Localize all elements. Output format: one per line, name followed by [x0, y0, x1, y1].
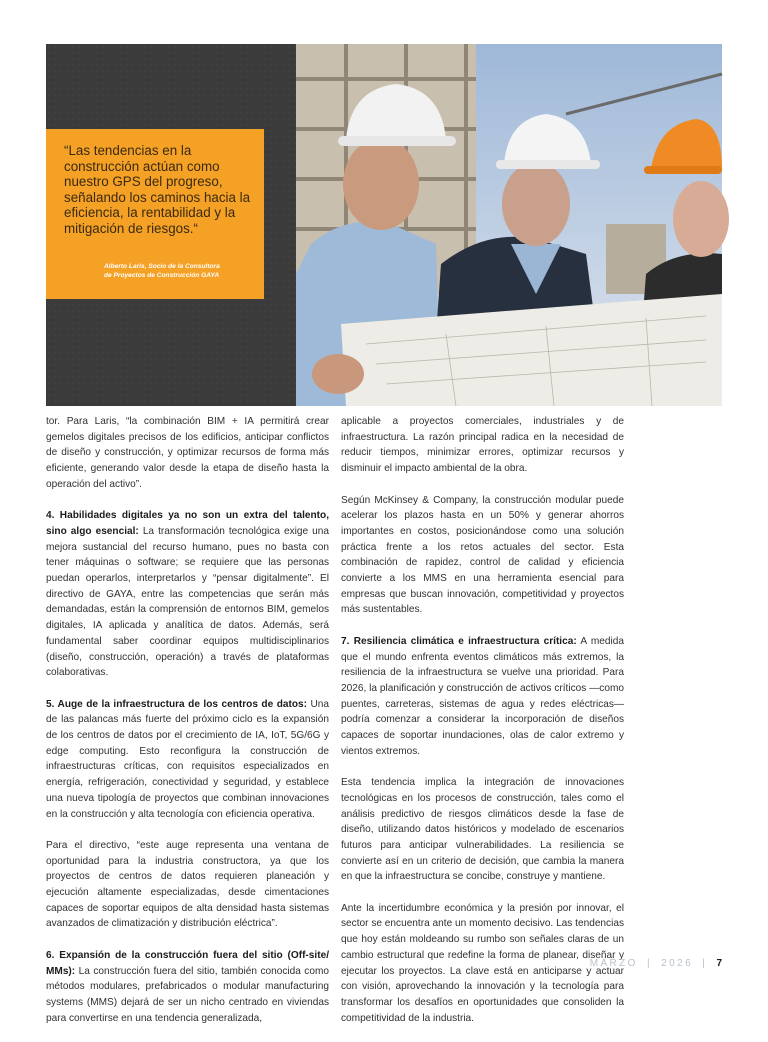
- footer-month: MARZO: [589, 958, 638, 969]
- section-heading: 5. Auge de la infraestructura de los centros de datos:: [46, 698, 307, 710]
- article-column-left: [46, 414, 329, 1042]
- hero-image: [46, 44, 722, 406]
- section-heading: 4. Habilidades digitales ya no son un extra del talento, sino algo esencial:: [46, 510, 329, 537]
- paragraph: Ante la incertidumbre económica y la presión por innovar, el sector se encuentra ante un momento decisivo. Las tendencias que hoy están moldeando su rumbo son señales claras de un cambio estructural que redefine la forma de planear, diseñar y ejecutar los proyectos. La clave está en anticiparse y actuar con visión, aprovechando la innovación y la tecnología para transformar los desafíos en oportunidades que consoliden la competitividad de la industria.: [341, 902, 624, 1024]
- pull-quote-author: [104, 262, 254, 280]
- footer-year: 2026: [661, 958, 694, 969]
- section-body: A medida que el mundo enfrenta eventos climáticos más extremos, la resiliencia de la infraestructura se vuelve una prioridad. Para 2026, la planificación y construcción de activos críticos —como puentes, carreteras, sistemas de agua y redes eléctricas— podría comenzar a considerar la incorporación de diseños capaces de soportar inundaciones, olas de calor extremo y vientos extremos.: [341, 635, 624, 757]
- page-number: 7: [716, 958, 722, 969]
- footer-separator: |: [702, 958, 708, 969]
- section-4: [46, 508, 329, 681]
- section-heading: 6. Expansión de la construcción fuera del sitio (Off-site/ MMs):: [46, 949, 329, 977]
- section-heading: 7. Resiliencia climática e infraestructura crítica:: [341, 635, 577, 647]
- section-body: Una de las palancas más fuerte del próximo ciclo es la expansión de los centros de datos por el crecimiento de IA, IoT, 5G/6G y edge computing. Esto reconfigura la construcción de infraestructuras críticas, con requisitos especializados en energía, refrigeración, conectividad y seguridad, y establece una nueva tipología de proyectos que combinan innovaciones en la construcción y alta tecnología con eficiencia operativa.: [46, 698, 329, 820]
- article-column-right: [341, 414, 624, 1042]
- paragraph: Para el directivo, “este auge representa una ventana de oportunidad para la industria constructora, ya que los proyectos de centros de datos requieren planeación y ejecución altamente especializadas, desde cimentaciones capaces de soportar equipos de alta densidad hasta sistemas avanzados de climatización y distribución eléctrica”.: [46, 839, 329, 930]
- paragraph: aplicable a proyectos comerciales, industriales y de infraestructura. La razón principal radica en la necesidad de reducir tiempos, minimizar errores, optimizar recursos y disminuir el impacto ambiental de la obra.: [341, 416, 624, 475]
- pull-quote-text: “Las tendencias en la construcción actúan como nuestro GPS del progreso, señalando los caminos hacia la eficiencia, la rentabilidad y la mitigación de riesgos.“: [64, 143, 251, 236]
- footer-separator: |: [647, 958, 653, 969]
- author-role: de Proyectos de Construcción GAYA: [104, 272, 220, 279]
- author-name: Alberto Laris, Socio de la Consultora: [104, 263, 220, 270]
- paragraph: tor. Para Laris, “la combinación BIM + IA permitirá crear gemelos digitales precisos de los edificios, anticipar conflictos de diseño y construcción, y optimizar recursos de forma más eficiente, generando valor desde la etapa de diseño hasta la operación del activo”.: [46, 416, 329, 490]
- section-5: [46, 697, 329, 823]
- section-body: La construcción fuera del sitio, también conocida como métodos modulares, prefabricados o modular manufacturing systems (MMS) dejará de ser un nicho centrado en viviendas para convertirse en una tendencia generalizada,: [46, 965, 329, 1024]
- section-6: [46, 948, 329, 1027]
- paragraph: Según McKinsey & Company, la construcción modular puede acelerar los plazos hasta en un 50% y generar ahorros importantes en costos, posicionándose como una solución práctica frente a los retos actuales del sector. Esta combinación de rapidez, control de calidad y eficiencia convierte a los MMS en una herramienta esencial para empresas que buscan innovación, competitividad y proyectos más sustentables.: [341, 494, 624, 616]
- page-footer: [590, 958, 722, 969]
- paragraph: Esta tendencia implica la integración de innovaciones tecnológicas en los procesos de construcción, tales como el análisis predictivo de riesgos climáticos desde la fase de diseño, utilizando datos históricos y modelado de escenarios futuros para anticipar vulnerabilidades. La resiliencia se convierte así en un criterio de decisión, que cambia la manera en que la infraestructura se concibe, construye y mantiene.: [341, 777, 624, 883]
- section-7: [341, 634, 624, 760]
- section-body: La transformación tecnológica exige una mejora sustancial del recurso humano, pues no basta con tener máquinas o software; se requiere que las personas puedan operarlos, interpretarlos y “pensar digitalmente”. El directivo de GAYA, entre las competencias que serán más demandadas, están la comprensión de entornos BIM, gemelos digitales, IA aplicada y analítica de datos. Además, será fundamental saber coordinar equipos multidisciplinarios (diseño, construcción, operación) a través de plataformas colaborativas.: [46, 525, 329, 679]
- pull-quote: [46, 129, 264, 299]
